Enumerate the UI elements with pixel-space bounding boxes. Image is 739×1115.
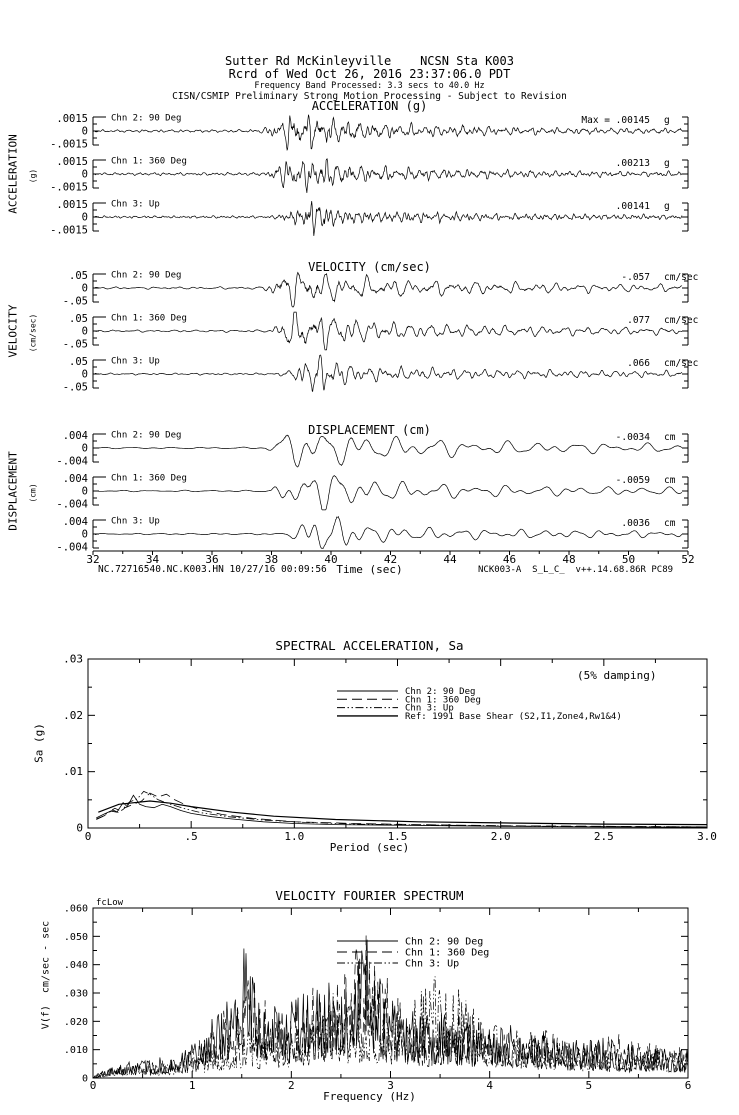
- channel-label: Chn 1: 360 Deg: [111, 313, 187, 324]
- max-label: Max =: [581, 115, 610, 126]
- max-unit: cm/sec: [664, 358, 699, 369]
- fourier-x-axis-label: Frequency (Hz): [323, 1090, 416, 1103]
- fourier-chart-title: VELOCITY FOURIER SPECTRUM: [275, 888, 464, 903]
- sa-x-tick-label: 2.0: [490, 830, 511, 843]
- scale-label: 0: [81, 368, 88, 381]
- sa-legend-label: Ref: 1991 Base Shear (S2,I1,Zone4,Rw1&4): [405, 711, 622, 722]
- time-tick-label: 36: [205, 553, 219, 566]
- sa-y-tick-label: .02: [63, 708, 83, 722]
- time-tick-label: 32: [86, 553, 100, 566]
- waveform: [95, 435, 682, 467]
- time-tick-label: 48: [562, 553, 576, 566]
- time-tick-label: 44: [443, 553, 457, 566]
- time-tick-label: 38: [264, 553, 279, 566]
- header-line-4: CISN/CSMIP Preliminary Strong Motion Processing - Subject to Revision: [172, 91, 567, 102]
- channel-label: Chn 3: Up: [111, 356, 160, 367]
- max-value: -.0034: [615, 432, 650, 443]
- max-unit: g: [664, 158, 670, 169]
- max-value: .00141: [615, 201, 650, 212]
- time-tick-label: 40: [324, 553, 338, 566]
- time-tick-label: 34: [145, 553, 160, 566]
- sa-x-tick-label: 1.5: [387, 830, 408, 843]
- scale-label: .05: [69, 270, 88, 282]
- sa-y-tick-label: .01: [63, 765, 83, 779]
- max-value: .0036: [621, 518, 650, 529]
- displacement-side-label: DISPLACEMENT: [6, 451, 20, 531]
- sa-legend-label: Chn 2: 90 Deg: [405, 687, 476, 697]
- fourier-fclow-annotation: fcLow: [96, 898, 124, 908]
- sa-y-tick-label: .03: [63, 652, 83, 666]
- scale-label: .05: [69, 356, 88, 368]
- sa-x-tick-label: 3.0: [697, 830, 717, 843]
- acceleration-side-label: ACCELERATION: [6, 134, 20, 214]
- sa-y-axis-label: Sa (g): [32, 723, 46, 763]
- fourier-x-tick-label: 3: [387, 1079, 394, 1092]
- scale-label: .05: [69, 313, 88, 325]
- sa-x-tick-label: 2.5: [593, 830, 614, 843]
- channel-label: Chn 2: 90 Deg: [111, 270, 182, 281]
- fourier-legend-label: Chn 3: Up: [405, 958, 460, 970]
- fourier-y-tick-label: 0: [81, 1073, 88, 1085]
- sa-legend-label: Chn 3: Up: [405, 703, 454, 714]
- max-unit: cm: [664, 518, 676, 529]
- scale-label: -.0015: [50, 224, 88, 237]
- velocity-side-label: VELOCITY: [6, 304, 20, 358]
- max-unit: g: [664, 201, 670, 212]
- sa-x-tick-label: 0: [84, 830, 92, 843]
- header-line-1: Sutter Rd McKinleyville NCSN Sta K003: [225, 54, 514, 68]
- channel-label: Chn 2: 90 Deg: [111, 113, 182, 124]
- fourier-x-tick-label: 6: [684, 1079, 692, 1092]
- channel-label: Chn 3: Up: [111, 516, 160, 527]
- scale-label: -.05: [62, 295, 88, 308]
- acceleration-title: ACCELERATION (g): [311, 99, 428, 113]
- scale-label: 0: [81, 528, 88, 541]
- channel-label: Chn 1: 360 Deg: [111, 473, 187, 484]
- scale-label: 0: [81, 325, 88, 338]
- fourier-x-tick-label: 5: [585, 1079, 593, 1092]
- scale-label: 0: [81, 485, 88, 498]
- sa-x-tick-label: 1.0: [284, 830, 305, 843]
- sa-chart-title: SPECTRAL ACCELERATION, Sa: [275, 638, 464, 653]
- max-value: .077: [627, 315, 650, 326]
- header-line-2: Rcrd of Wed Oct 26, 2016 23:37:06.0 PDT: [228, 67, 511, 81]
- max-unit: g: [664, 115, 670, 126]
- velocity-side-unit: (cm/sec): [28, 313, 38, 353]
- sa-damping-note: (5% damping): [577, 669, 657, 682]
- fourier-y-tick-label: .040: [63, 960, 88, 972]
- fourier-plot-frame: [93, 908, 688, 1078]
- channel-label: Chn 3: Up: [111, 199, 160, 210]
- scale-label: -.004: [56, 541, 88, 554]
- max-unit: cm: [664, 432, 676, 443]
- time-tick-label: 52: [681, 553, 695, 566]
- processing-footer: NCK003-A S_L_C_ v++.14.68.86R PC89: [478, 565, 674, 575]
- channel-label: Chn 2: 90 Deg: [111, 430, 182, 441]
- sa-x-axis-label: Period (sec): [329, 841, 410, 854]
- fourier-x-tick-label: 4: [486, 1079, 493, 1092]
- scale-label: -.004: [56, 498, 88, 511]
- scale-label: -.0015: [50, 181, 88, 194]
- displacement-side-unit: (cm): [28, 483, 38, 503]
- scale-label: -.004: [56, 455, 88, 468]
- header-line-3: Frequency Band Processed: 3.3 secs to 40.0 Hz: [254, 81, 485, 91]
- fourier-y-tick-label: .030: [63, 988, 88, 1000]
- scale-label: 0: [81, 211, 88, 224]
- fourier-y-tick-label: .010: [63, 1045, 88, 1057]
- scale-label: .0015: [56, 113, 88, 125]
- fourier-y-tick-label: .050: [63, 931, 88, 943]
- scale-label: 0: [81, 442, 88, 455]
- fourier-x-tick-label: 1: [188, 1079, 196, 1092]
- max-unit: cm/sec: [664, 315, 699, 326]
- max-unit: cm/sec: [664, 272, 699, 283]
- max-value: -.057: [621, 272, 650, 283]
- scale-label: .0015: [56, 199, 88, 211]
- fourier-y-axis-label: V(f) cm/sec - sec: [40, 920, 52, 1030]
- scale-label: .004: [62, 430, 88, 442]
- scale-label: -.0015: [50, 138, 88, 151]
- waveform: [95, 355, 682, 391]
- time-tick-label: 42: [383, 553, 398, 566]
- scale-label: 0: [81, 282, 88, 295]
- fourier-legend-label: Chn 1: 360 Deg: [405, 947, 490, 959]
- scale-label: .0015: [56, 156, 88, 168]
- max-value: .00145: [615, 115, 650, 126]
- waveform: [95, 201, 682, 236]
- fourier-y-tick-label: .060: [63, 903, 88, 915]
- sa-legend-label: Chn 1: 360 Deg: [405, 695, 481, 706]
- fourier-x-tick-label: 2: [288, 1079, 295, 1092]
- time-tick-label: 50: [621, 553, 636, 566]
- time-axis-label: Time (sec): [336, 563, 403, 576]
- scale-label: -.05: [62, 381, 88, 394]
- sa-x-tick-label: .5: [184, 830, 198, 843]
- scale-label: -.05: [62, 338, 88, 351]
- fourier-legend-label: Chn 2: 90 Deg: [405, 936, 484, 948]
- sa-y-tick-label: 0: [76, 821, 83, 835]
- scale-label: 0: [81, 168, 88, 181]
- scale-label: .004: [62, 516, 88, 528]
- max-value: .00213: [615, 158, 650, 169]
- waveform: [95, 517, 682, 549]
- acceleration-side-unit: (g): [28, 168, 38, 184]
- fourier-x-tick-label: 0: [89, 1079, 97, 1092]
- scale-label: .004: [62, 473, 88, 485]
- max-value: -.0059: [615, 475, 650, 486]
- record-id-footer: NC.72716540.NC.K003.HN 10/27/16 00:09:56: [98, 564, 327, 575]
- max-value: .066: [627, 358, 650, 369]
- displacement-title: DISPLACEMENT (cm): [308, 423, 431, 437]
- channel-label: Chn 1: 360 Deg: [111, 156, 187, 167]
- scale-label: 0: [81, 125, 88, 138]
- fourier-y-tick-label: .020: [63, 1016, 88, 1028]
- sa-series: [96, 795, 707, 827]
- velocity-title: VELOCITY (cm/sec): [308, 260, 431, 274]
- max-unit: cm: [664, 475, 676, 486]
- time-tick-label: 46: [502, 553, 517, 566]
